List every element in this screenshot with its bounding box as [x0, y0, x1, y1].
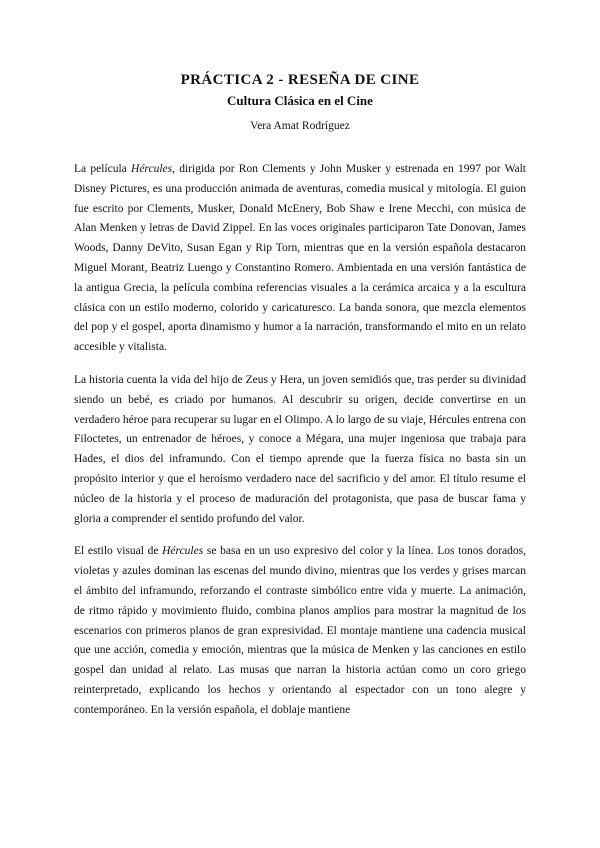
film-title-italic: Hércules — [131, 163, 173, 175]
document-body — [74, 160, 526, 721]
paragraph-3-text-rest: se basa en un uso expresivo del color y la línea. Los tonos dorados, violetas y azules dominan las escenas del mundo divino, mientras que los verdes y grises marcan el ámbito del inframundo, reforzando el contraste simbólico entre vida y muerte. La animación, de ritmo rápido y movimiento fluido, combina planos amplios para mostrar la magnitud de los escenarios con primeros planos de gran expresividad. El montaje mantiene una cadencia musical que une acción, comedia y emoción, mientras que la música de Menken y las canciones en estilo gospel dan unidad al relato. Las musas que narran la historia actúan como un coro griego reinterpretado, explicando los hechos y orientando al espectador con un tono alegre y contemporáneo. En la versión española, el doblaje mantiene — [74, 545, 526, 716]
document-subtitle: Cultura Clásica en el Cine — [227, 93, 373, 108]
author-name: Vera Amat Rodríguez — [250, 120, 350, 132]
paragraph-1-text-start: La película — [74, 163, 132, 175]
paragraph-2-text: La historia cuenta la vida del hijo de Zeus y Hera, un joven semidiós que, tras perder su divinidad siendo un bebé, es criado por humanos. Al descubrir su origen, decide convertirse en un verdadero héroe para recuperar su lugar en el Olimpo. A lo largo de su viaje, Hércules entrena con Filoctetes, un entrenador de héroes, y conoce a Mégara, una mujer ingeniosa que trabaja para Hades, el dios del inframundo. Con el tiempo aprende que la fuerza física no basta sin un propósito interior y que el heroísmo verdadero nace del sacrificio y del amor. El título resume el núcleo de la historia y el proceso de maduración del protagonista, que pasa de buscar fama y gloria a comprender el sentido profundo del valor. — [74, 373, 526, 525]
paragraph-1 — [74, 160, 526, 358]
document-title: PRÁCTICA 2 - RESEÑA DE CINE — [180, 72, 420, 88]
film-title-italic: Hércules — [162, 545, 204, 558]
paragraph-1-text-rest: , dirigida por Ron Clements y John Musker y estrenada en 1997 por Walt Disney Pictures, es una producción animada de aventuras, comedia musical y mitología. El guion fue escrito por Clements, Musker, Donald McEnery, Bob Shaw e Irene Mecchi, con música de Alan Menken y letras de David Zippel. En las voces originales participaron Tate Donovan, James Woods, Danny DeVito, Susan Egan y Rip Torn, mientras que en la versión española destacaron Miguel Morant, Beatriz Luengo y Constantino Romero. Ambientada en una versión fantástica de la antigua Grecia, la película combina referencias visuales a la cerámica arcaica y a la escultura clásica con un estilo moderno, colorido y caricaturesco. La banda sonora, que mezcla elementos del pop y el gospel, aporta dinamismo y humor a la narración, transformando el mito en un relato accesible y vitalista. — [74, 163, 527, 354]
paragraph-2 — [74, 371, 526, 529]
paragraph-3 — [74, 542, 526, 720]
paragraph-3-text-start: El estilo visual de — [74, 545, 163, 558]
